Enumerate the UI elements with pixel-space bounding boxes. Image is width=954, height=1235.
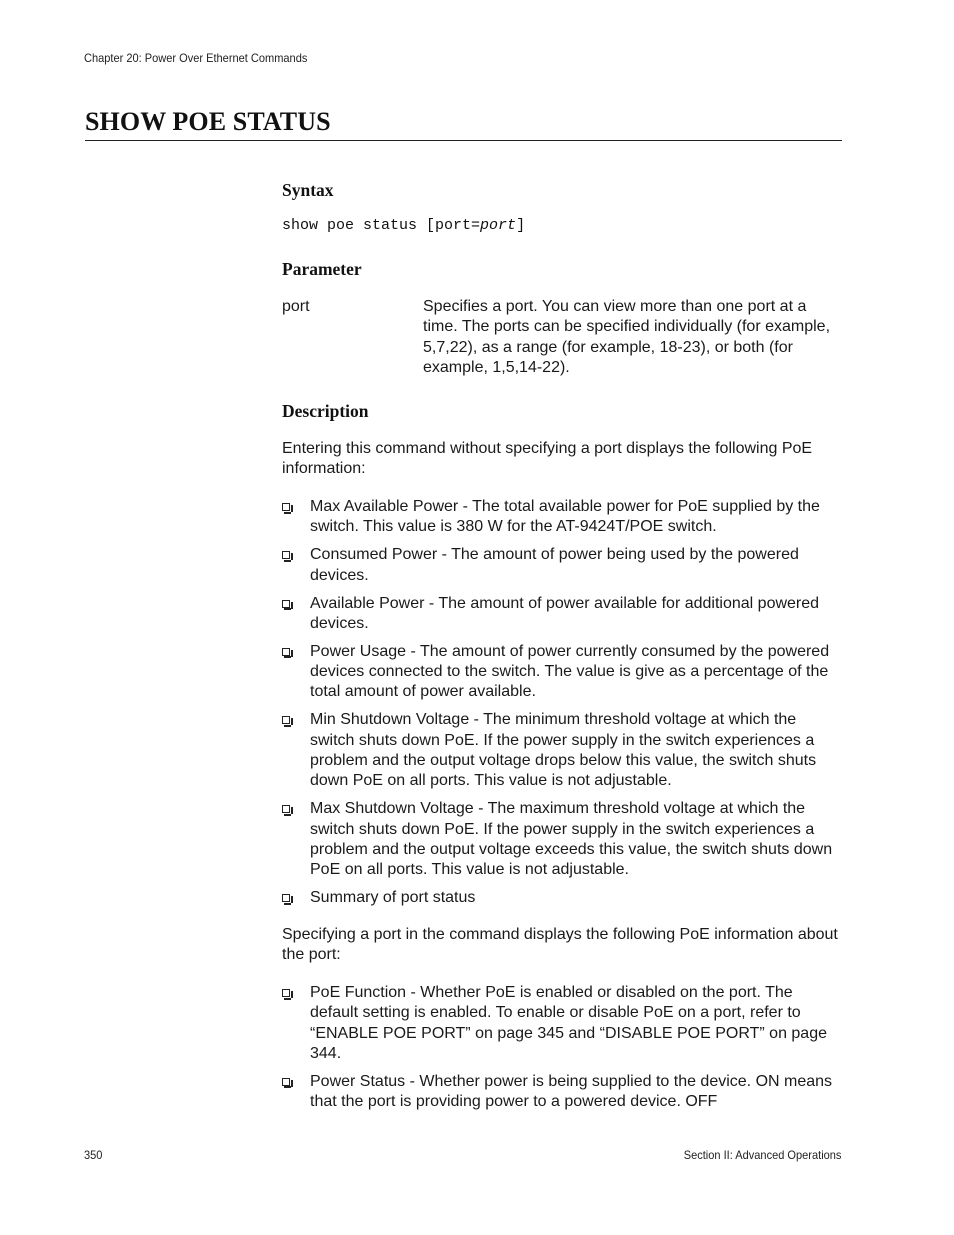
list-item: Power Status - Whether power is being supplied to the device. ON means that the port is providing power to a powered device. OFF (282, 1072, 842, 1113)
title-rule (85, 140, 842, 141)
syntax-prefix: show poe status [port= (282, 217, 481, 234)
list-item: Available Power - The amount of power available for additional powered devices. (282, 594, 842, 635)
page-title: SHOW POE STATUS (85, 107, 331, 136)
list-item: PoE Function - Whether PoE is enabled or disabled on the port. The default setting is enabled. To enable or disable PoE on a port, refer to “ENABLE POE PORT” on page 345 and “DISABLE POE PORT” on page 344. (282, 983, 842, 1064)
list-item: Max Available Power - The total available power for PoE supplied by the switch. This value is 380 W for the AT-9424T/POE switch. (282, 497, 842, 538)
checkbox-bullet-icon (282, 894, 290, 902)
description-intro: Entering this command without specifying a port displays the following PoE information: (282, 440, 813, 478)
footer-section: Section II: Advanced Operations (683, 1148, 841, 1162)
checkbox-bullet-icon (282, 716, 290, 724)
syntax-command (282, 217, 525, 234)
list-item: Consumed Power - The amount of power being used by the powered devices. (282, 545, 842, 586)
list-item: Summary of port status (282, 888, 842, 908)
list-item: Min Shutdown Voltage - The minimum threshold voltage at which the switch shuts down PoE. If the power supply in the switch experiences a problem and the output voltage drops below this value, the switch shuts down PoE on all ports. This value is not adjustable. (282, 710, 842, 791)
list-item: Power Usage - The amount of power currently consumed by the powered devices connected to the switch. The value is give as a percentage of the total amount of power available. (282, 642, 842, 703)
page-number: 350 (84, 1148, 103, 1162)
checkbox-bullet-icon (282, 805, 290, 813)
checkbox-bullet-icon (282, 600, 290, 608)
running-header: Chapter 20: Power Over Ethernet Commands (84, 51, 308, 65)
parameter-description: Specifies a port. You can view more than one port at a time. The ports can be specified individually (for example, 5,7,22), as a range (for example, 18-23), or both (for example, 1,5,14-22). (423, 298, 831, 376)
syntax-param: port (480, 217, 517, 234)
checkbox-bullet-icon (282, 551, 290, 559)
description-heading: Description (282, 401, 369, 421)
checkbox-bullet-icon (282, 1078, 290, 1086)
port-intro: Specifying a port in the command displays the following PoE information about the port: (282, 926, 838, 964)
checkbox-bullet-icon (282, 503, 290, 511)
syntax-suffix: ] (516, 217, 526, 234)
checkbox-bullet-icon (282, 648, 290, 656)
parameter-heading: Parameter (282, 259, 362, 279)
list-item: Max Shutdown Voltage - The maximum threshold voltage at which the switch shuts down PoE. If the power supply in the switch experiences a problem and the output voltage exceeds this value, the switch shuts down PoE on all ports. This value is not adjustable. (282, 799, 842, 880)
poe-info-list (282, 497, 842, 916)
parameter-name: port (282, 298, 310, 315)
checkbox-bullet-icon (282, 989, 290, 997)
port-info-list (282, 983, 842, 1120)
syntax-heading: Syntax (282, 180, 334, 200)
